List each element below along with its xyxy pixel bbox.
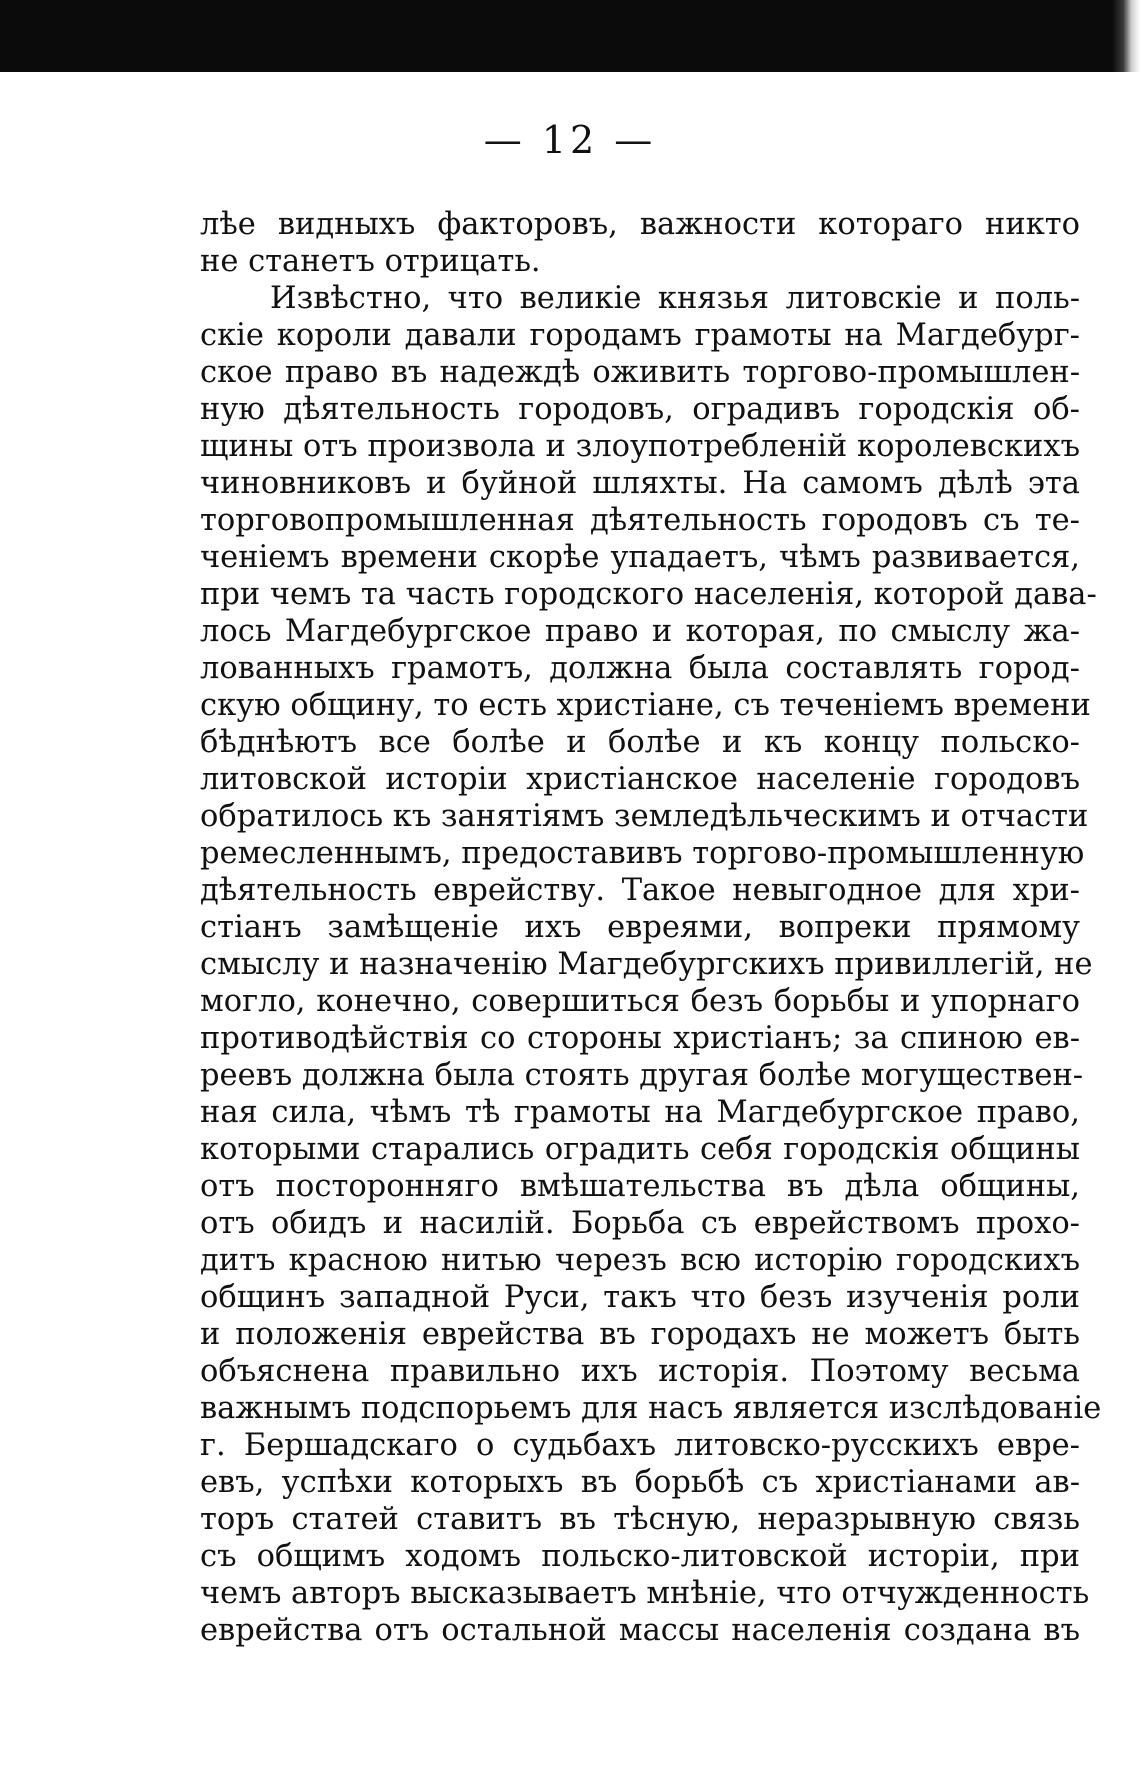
text-line: лось Магдебургское право и которая, по смыслу жа- xyxy=(200,614,1080,649)
text-line: могло, конечно, совершиться безъ борьбы и упорнаго xyxy=(200,984,1080,1019)
text-line: чемъ авторъ высказываетъ мнѣніе, что отчужденность xyxy=(200,1576,1090,1611)
text-line: ную дѣятельность городовъ, оградивъ городскія об- xyxy=(200,392,1080,427)
text-line: чиновниковъ и буйной шляхты. На самомъ дѣлѣ эта xyxy=(200,466,1080,501)
text-line: Извѣстно, что великіе князья литовскіе и поль- xyxy=(270,281,1080,316)
scan-top-edge xyxy=(0,0,1140,72)
text-line: отъ обидъ и насилій. Борьба съ еврействомъ прохо- xyxy=(200,1206,1080,1241)
text-line: ское право въ надеждѣ оживить торгово-промышлен- xyxy=(200,355,1080,390)
text-line: и положенія еврейства въ городахъ не можетъ быть xyxy=(200,1317,1080,1352)
text-line: ная сила, чѣмъ тѣ грамоты на Магдебургское право, xyxy=(200,1095,1080,1130)
text-line: которыми старались оградить себя городскія общины xyxy=(200,1132,1080,1167)
text-line: дѣятельность еврейству. Такое невыгодное для хри- xyxy=(200,873,1080,908)
text-line: торговопромышленная дѣятельность городовъ съ те- xyxy=(200,503,1080,538)
page-number: — 12 — xyxy=(483,118,657,162)
text-line: ченіемъ времени скорѣе упадаетъ, чѣмъ развивается, xyxy=(200,540,1080,575)
text-line: отъ посторонняго вмѣшательства въ дѣла общины, xyxy=(200,1169,1080,1204)
text-line: дитъ красною нитью черезъ всю исторію городскихъ xyxy=(200,1243,1080,1278)
text-line: еврейства отъ остальной массы населенія создана въ xyxy=(200,1613,1080,1648)
text-line: не станетъ отрицать. xyxy=(200,244,541,279)
text-line: реевъ должна была стоять другая болѣе могуществен- xyxy=(200,1058,1084,1093)
text-line: ремесленнымъ, предоставивъ торгово-промышленную xyxy=(200,836,1085,871)
text-line: противодѣйствія со стороны христіанъ; за спиною ев- xyxy=(200,1021,1080,1056)
text-line: съ общимъ ходомъ польско-литовской исторіи, при xyxy=(200,1539,1080,1574)
text-line: лѣе видныхъ факторовъ, важности котораго никто xyxy=(200,207,1080,242)
text-line: смыслу и назначенію Магдебургскихъ привиллегій, не xyxy=(200,947,1093,982)
text-line: важнымъ подспорьемъ для насъ является изслѣдованіе xyxy=(200,1391,1102,1426)
text-line: евъ, успѣхи которыхъ въ борьбѣ съ христіанами ав- xyxy=(200,1465,1080,1500)
text-line: щины отъ произвола и злоупотребленій королевскихъ xyxy=(200,429,1080,464)
text-line: г. Бершадскаго о судьбахъ литовско-русскихъ евре- xyxy=(200,1428,1080,1463)
scan-corner-mark xyxy=(1112,0,1140,72)
body-text xyxy=(200,206,1102,1649)
text-line: объяснена правильно ихъ исторія. Поэтому весьма xyxy=(200,1354,1080,1389)
text-line: стіанъ замѣщеніе ихъ евреями, вопреки прямому xyxy=(200,910,1080,945)
text-line: общинъ западной Руси, такъ что безъ изученія роли xyxy=(200,1280,1080,1315)
text-line: скіе короли давали городамъ грамоты на Магдебург- xyxy=(200,318,1080,353)
text-line: бѣднѣютъ все болѣе и болѣе и къ концу польско- xyxy=(200,725,1080,760)
text-line: литовской исторіи христіанское населеніе городовъ xyxy=(200,762,1080,797)
text-line: лованныхъ грамотъ, должна была составлять город- xyxy=(200,651,1080,686)
text-line: обратилось къ занятіямъ земледѣльческимъ и отчасти xyxy=(200,799,1089,834)
text-line: скую общину, то есть христіане, съ теченіемъ времени xyxy=(200,688,1091,723)
text-line: торъ статей ставитъ въ тѣсную, неразрывную связь xyxy=(200,1502,1080,1537)
text-line: при чемъ та часть городского населенія, которой дава- xyxy=(200,577,1097,612)
